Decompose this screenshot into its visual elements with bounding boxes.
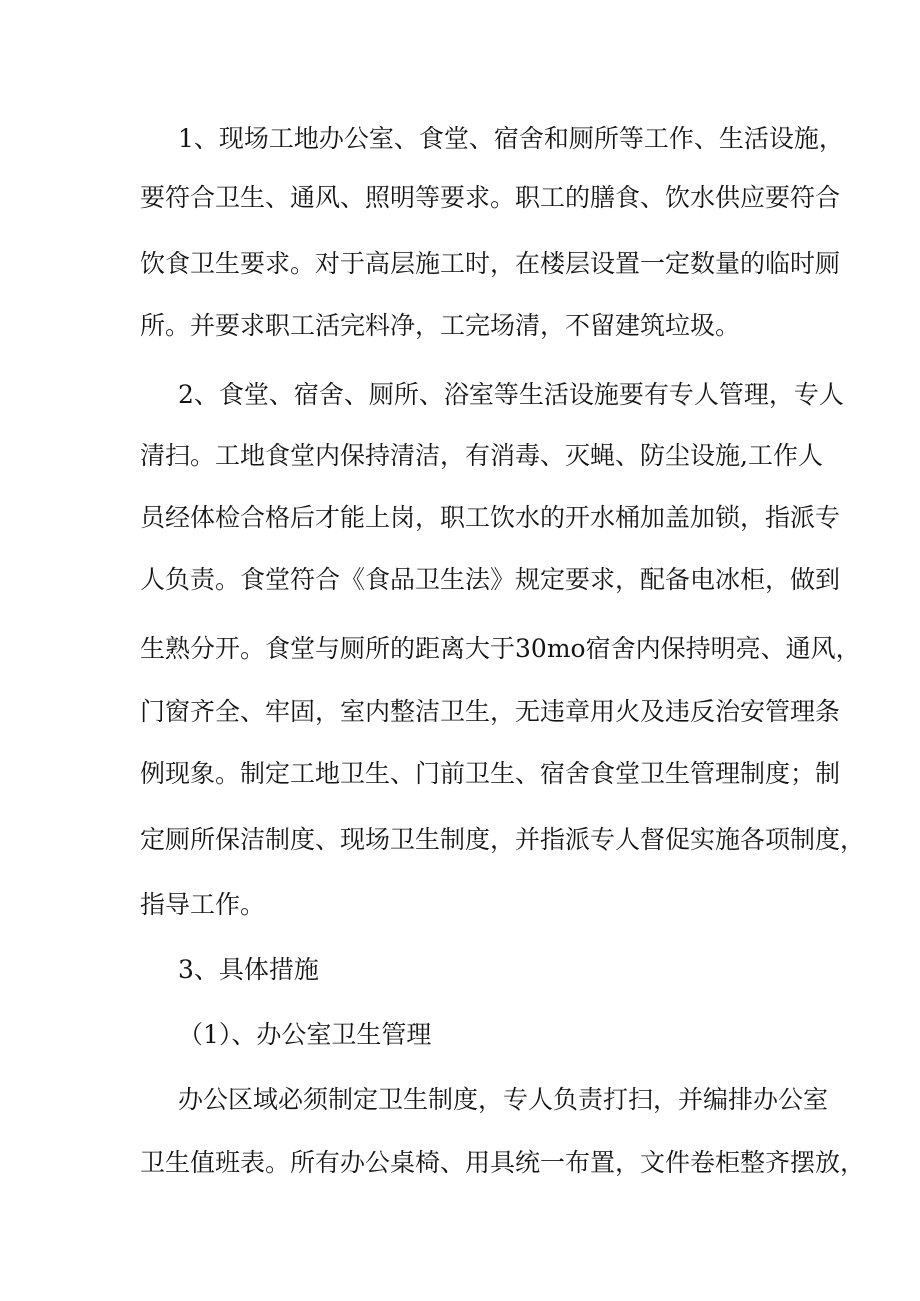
paragraph-2-line-6: 门窗齐全、牢固，室内整洁卫生，无违章用火及违反治安管理条 bbox=[140, 697, 841, 726]
subsection-heading-1: （1）、办公室卫生管理 bbox=[178, 1020, 432, 1049]
paragraph-2-line-8: 定厕所保洁制度、现场卫生制度，并指派专人督促实施各项制度， bbox=[140, 825, 866, 854]
paragraph-2-line-2: 清扫。工地食堂内保持清洁，有消毒、灭蝇、防尘设施,工作人 bbox=[140, 441, 823, 470]
paragraph-1-line-4: 所。并要求职工活完料净，工完场清，不留建筑垃圾。 bbox=[140, 311, 741, 340]
paragraph-3-line-2: 卫生值班表。所有办公桌椅、用具统一布置，文件卷柜整齐摆放， bbox=[140, 1148, 866, 1177]
paragraph-1-line-2: 要符合卫生、通风、照明等要求。职工的膳食、饮水供应要符合 bbox=[140, 183, 841, 212]
paragraph-3-line-1: 办公区域必须制定卫生制度，专人负责打扫，并编排办公室 bbox=[178, 1085, 829, 1114]
paragraph-2-line-1: 2、食堂、宿舍、厕所、浴室等生活设施要有专人管理，专人 bbox=[178, 380, 844, 409]
paragraph-1-line-3: 饮食卫生要求。对于高层施工时，在楼层设置一定数量的临时厕 bbox=[140, 249, 841, 278]
paragraph-2-line-5: 生熟分开。食堂与厕所的距离大于30mo宿舍内保持明亮、通风， bbox=[140, 634, 861, 663]
paragraph-2-line-9: 指导工作。 bbox=[140, 890, 266, 919]
paragraph-1-line-1: 1、现场工地办公室、食堂、宿舍和厕所等工作、生活设施， bbox=[178, 124, 844, 153]
paragraph-2-line-3: 员经体检合格后才能上岗，职工饮水的开水桶加盖加锁，指派专 bbox=[140, 503, 841, 532]
paragraph-2-line-7: 例现象。制定工地卫生、门前卫生、宿舍食堂卫生管理制度；制 bbox=[140, 759, 841, 788]
section-heading-3: 3、具体措施 bbox=[178, 955, 319, 984]
paragraph-2-line-4: 人负责。食堂符合《食品卫生法》规定要求，配备电冰柜，做到 bbox=[140, 565, 841, 594]
